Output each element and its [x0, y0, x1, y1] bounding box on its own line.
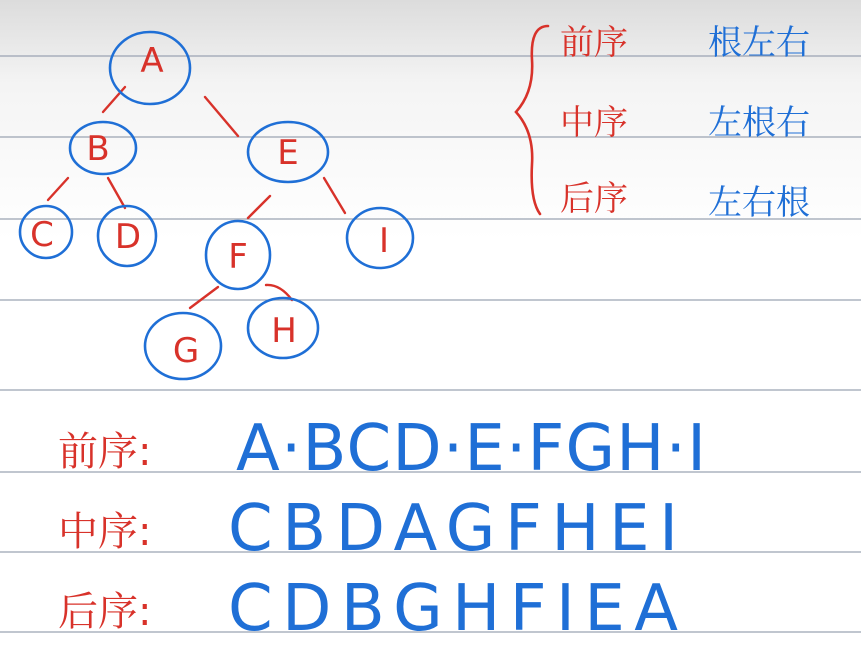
traversal-sequence-preorder: A·BCD·E·FGH·I [236, 412, 706, 486]
node-d-label: D [114, 217, 142, 257]
node-h-label: H [271, 311, 297, 351]
legend-rule-inorder: 左根右 [708, 103, 810, 143]
legend-label-preorder: 前序 [560, 23, 628, 63]
traversal-sequence-postorder: CDBGHFIEA [228, 572, 678, 646]
node-a-label: A [140, 41, 164, 81]
node-i-label: I [378, 221, 390, 261]
traversal-sequence-inorder: CBDAGFHEI [228, 492, 678, 566]
traversal-label-postorder: 后序: [58, 589, 152, 635]
edge-f-g [190, 287, 218, 308]
traversal-label-preorder: 前序: [58, 429, 152, 475]
legend-label-postorder: 后序 [560, 179, 628, 219]
traversal-labels [58, 429, 151, 635]
legend-rule-postorder: 左右根 [708, 183, 810, 223]
node-f-label: F [228, 237, 248, 277]
legend-labels [560, 23, 628, 219]
legend-rule-preorder: 根左右 [708, 23, 810, 63]
node-c-label: C [30, 215, 54, 255]
node-e-label: E [277, 133, 299, 173]
traversal-label-inorder: 中序: [58, 509, 152, 555]
legend-rules [708, 23, 810, 223]
traversal-sequences [228, 412, 706, 646]
node-g-label: G [172, 331, 200, 371]
node-b-label: B [86, 129, 110, 169]
legend-label-inorder: 中序 [560, 103, 628, 143]
